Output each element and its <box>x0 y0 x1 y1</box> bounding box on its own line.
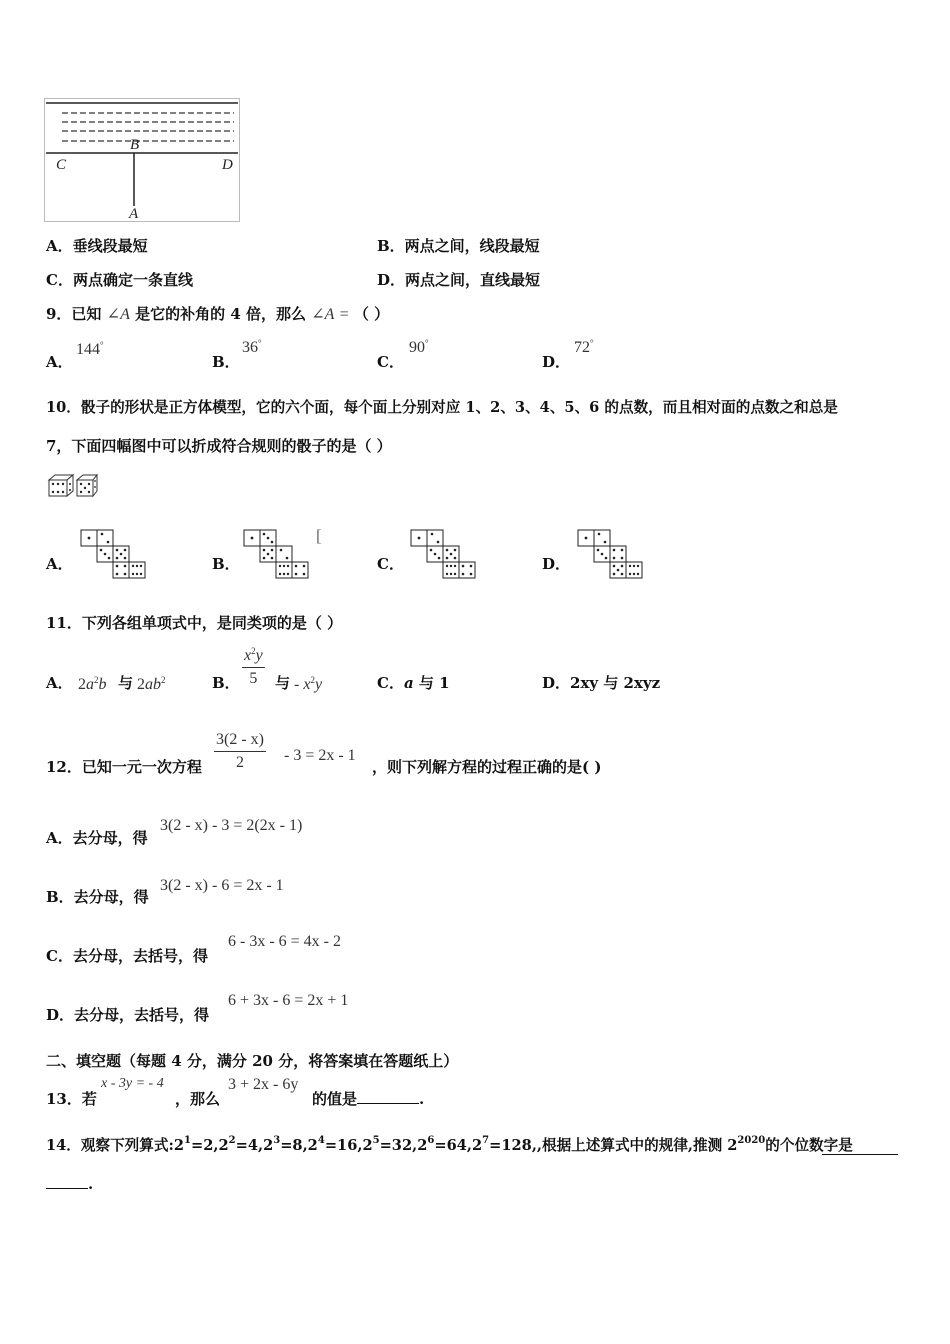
q10-stem-line1: 10．骰子的形状是正方体模型，它的六个面，每个面上分别对应 1、2、3、4、5、6 的点数，而且相对面的点数之和总是 <box>46 399 838 416</box>
q12-fraction: $\frac{3(2 - x)}{2}$ <box>216 731 264 771</box>
q9-option-d-label: D． <box>542 353 571 371</box>
dice-icon <box>47 472 99 498</box>
q10-stray-bracket: [ <box>316 526 322 545</box>
q12-option-d-label: D．去分母，去括号，得 <box>46 1006 210 1024</box>
q9-option-d-value: 72° <box>574 338 594 356</box>
q13-answer-blank[interactable] <box>357 1103 419 1104</box>
q12-option-b-expr: 3(2 - x) - 6 = 2x - 1 <box>160 877 284 894</box>
q13-mid: ，那么 <box>175 1090 221 1108</box>
q9-stem <box>46 305 389 324</box>
q12-option-a-expr: 3(2 - x) - 3 = 2(2x - 1) <box>160 817 303 834</box>
q9-option-a-label: A． <box>46 353 73 371</box>
label-c: C <box>56 157 67 173</box>
q8-option-a: A．垂线段最短 <box>46 237 148 255</box>
q9-option-b-label: B． <box>212 353 240 371</box>
q9-option-b-value: 36° <box>242 338 262 356</box>
q14-answer-blank-1[interactable] <box>822 1138 898 1155</box>
q9-angle: ∠A <box>106 306 130 323</box>
q11-option-b-fraction: $\frac{x^2y}{5}$ <box>244 646 263 687</box>
q14-stem: 14．观察下列算式$:2^1=2,2^2=4,2^3=8,2^4=16,2^5=32,2^6=64,2^7=128$,,根据上述算式中的规律,推测 $2^{2020}$的个位数字是 <box>46 1135 853 1154</box>
q11-option-a-expr2: $2ab^2$ <box>137 675 166 693</box>
q9-option-a-value: 144° <box>76 340 104 358</box>
q11-option-b-expr2: - $x^2y$ <box>294 675 323 693</box>
q11-option-b-and: 与 <box>275 674 291 692</box>
q13-expression: 3 + 2x - 6y <box>228 1076 299 1093</box>
q11-option-b-label: B． <box>212 674 240 692</box>
q8-option-d: D．两点之间，直线最短 <box>377 271 541 289</box>
q11-option-a-and: 与 <box>118 674 134 692</box>
q9-eq: = <box>339 306 349 323</box>
q12-option-c-expr: 6 - 3x - 6 = 4x - 2 <box>228 933 342 950</box>
section2-heading: 二、填空题（每题 4 分，满分 20 分，将答案填在答题纸上） <box>46 1052 459 1070</box>
q8-figure <box>44 98 240 222</box>
figure-frame <box>45 99 240 222</box>
q14-answer-line2: . <box>46 1172 93 1193</box>
q11-option-a-expr1: $2a^2b$ <box>78 675 107 693</box>
q9-prefix: 9．已知 <box>46 305 102 323</box>
q13-suffix: 的值是 . <box>312 1090 425 1108</box>
q13-condition: x - 3y = - 4 <box>101 1076 164 1091</box>
label-b: B <box>130 137 140 153</box>
q12-prefix: 12．已知一元一次方程 <box>46 758 202 776</box>
q10-net-b <box>243 529 313 579</box>
q11-option-c: C．a 与 1 <box>377 674 450 692</box>
q13-prefix: 13．若 <box>46 1090 97 1108</box>
q12-option-d-expr: 6 + 3x - 6 = 2x + 1 <box>228 992 349 1009</box>
q12-option-b-label: B．去分母，得 <box>46 888 149 906</box>
label-a: A <box>129 206 139 222</box>
q11-option-d: D．2xy 与 2xyz <box>542 674 661 692</box>
q8-option-c: C．两点确定一条直线 <box>46 271 193 289</box>
q10-net-c <box>410 529 480 579</box>
q10-option-a-label: A． <box>46 555 73 573</box>
q12-suffix: ，则下列解方程的过程正确的是( ) <box>372 758 602 776</box>
q14-answer-blank-2[interactable] <box>46 1172 88 1189</box>
q8-option-b: B．两点之间，线段最短 <box>377 237 540 255</box>
q10-net-d <box>577 529 647 579</box>
q9-mid: 是它的补角的 4 倍，那么 <box>135 305 306 323</box>
q10-option-b-label: B． <box>212 555 240 573</box>
q9-option-c-label: C． <box>377 353 404 371</box>
q12-option-a-label: A．去分母，得 <box>46 829 148 847</box>
q11-stem: 11．下列各组单项式中，是同类项的是（ ） <box>46 614 343 632</box>
q10-net-a <box>80 529 150 579</box>
q9-option-c-value: 90° <box>409 338 429 356</box>
q12-option-c-label: C．去分母，去括号，得 <box>46 947 208 965</box>
q10-stem-line2: 7，下面四幅图中可以折成符合规则的骰子的是（ ） <box>46 437 392 455</box>
q10-option-d-label: D． <box>542 555 571 573</box>
q10-option-c-label: C． <box>377 555 404 573</box>
q12-rhs: - 3 = 2x - 1 <box>284 747 356 764</box>
q9-suffix: （ ） <box>353 305 390 323</box>
q9-angle2: ∠A <box>311 306 335 323</box>
q11-option-a-label: A． <box>46 674 73 692</box>
label-d: D <box>222 157 233 173</box>
